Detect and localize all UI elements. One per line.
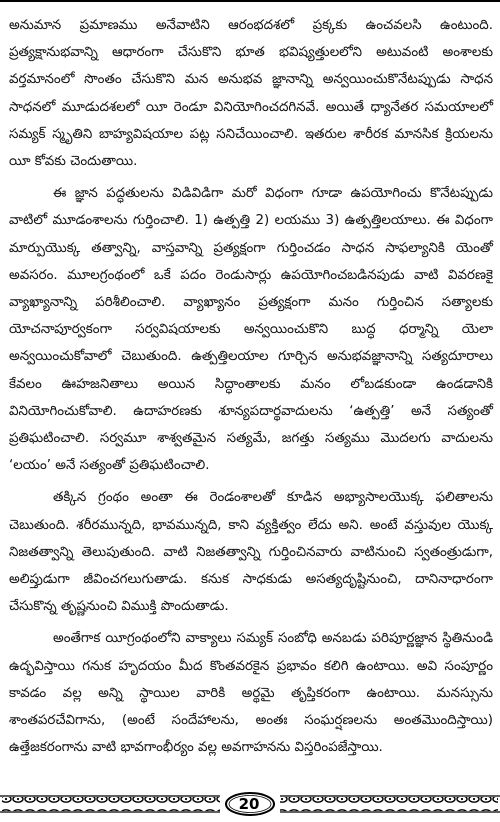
page-number: 20 — [238, 795, 260, 813]
page-footer — [0, 792, 500, 818]
paragraph-4: అంతేగాక యీగ్రంథంలోని వాక్యాలు సమ్యక్ సంబోధి అనబడు పరిపూర్ణజ్ఞాన స్థితినుండి ఉద్భవిస్తాయి గనుక హృదయం మీద కొంతవరకైన ప్రభావం కలిగి ఉంటాయి. అవి సంపూర్ణం కావడం వల్ల అన్ని స్థాయిల వారికి అర్థమై తృప్తికరంగా ఉంటాయి. మనస్సును శాంతపరచేవిగాను, (అంటే సందేహాలను, అంతః సంఘర్షణలను అంతమొందిస్తాయి) ఉత్తేజకరంగాను వాటి భావగాంభీర్యం వల్ల అవగాహనను విస్తరింపజేస్తాయి. — [9, 631, 493, 756]
body-text — [9, 12, 493, 761]
top-rule — [0, 0, 500, 4]
paragraph-1: అనుమాన ప్రమాణము అనేవాటిని ఆరంభదశలో ప్రక్కకు ఉంచవలసి ఉంటుంది. ప్రత్యక్షానుభవాన్ని ఆధారంగా చేసుకొని భూత భవిష్యత్తులలోని అటువంటి అంశాలకు వర్తమానంలో సొంతం చేసుకొని మన అనుభవ జ్ఞానాన్ని అన్వయించుకొనేటప్పుడు సాధన సాధనలో మూడుదశలలో యీ రెండూ వినియోగించదగినవే. అయితే ధ్యానేతర సమయాలలో సమ్యక్ స్మృతిని బాహ్యవిషయాల పట్ల సనిచేయించాలి. ఇతరుల శారీరక మానసిక క్రియలను యీ కోవకు చెందుతాయి. — [9, 18, 493, 170]
paragraph-2: ఈ జ్ఞాన పద్ధతులను విడివిడిగా మరో విధంగా గూడా ఉపయోగించు కొనేటప్పుడు వాటిలో మూడంశాలను గుర్తించాలి. 1) ఉత్పత్తి 2) లయము 3) ఉత్పత్తిలయాలు. ఈ విధంగా మార్పుయొక్క తత్వాన్ని, వాస్తవాన్ని ప్రత్యక్షంగా గుర్తించడం సాధన సాఫల్యానికి యెంతో అవసరం. మూలగ్రంథంలో ఒకే పదం రెండుసార్లు ఉపయోగించబడినపుడు వాటి వివరణకై వ్యాఖ్యానాన్ని పరిశీలించాలి. వ్యాఖ్యానం ప్రత్యక్షంగా మనం గుర్తించిన సత్యాలకు యోచనాపూర్వకంగా సర్వవిషయాలకు అన్వయించుకొని బుద్ధ ధర్మాన్ని యెలా అన్వయించుకోవాలో చెబుతుంది. ఉత్పత్తిలయాల గూర్చిన అనుభవజ్ఞానాన్ని సత్యదూరాలు కేవలం ఊహజనితాలు అయిన సిద్ధాంతాలకు మనం లోబడకుండా ఉండడానికి వినియోగించుకోవాలి. ఉదాహరణకు శూన్యపదార్థవాదులను ‘ఉత్పత్తి’ అనే సత్యంతో ప్రతిఘటించాలి. సర్వమూ శాశ్వతమైన సత్యమే, జగత్తు సత్యము మొదలగు వాదులను ‘లయం’ అనే సత్యంతో ప్రతిఘటించాలి. — [9, 186, 493, 474]
paragraph-3: తక్కిన గ్రంథం అంతా ఈ రెండంశాలతో కూడిన అభ్యాసాలయొక్క ఫలితాలను చెబుతుంది. శరీరమున్నది, భావమున్నది, కాని వ్యక్తిత్వం లేదు అని. అంటే వస్తువుల యొక్క నిజతత్వాన్ని తెలుపుతుంది. వాటి నిజతత్వాన్ని గుర్తించినవారు వాటినుంచి స్వతంత్రుడుగా, అలిప్తుడుగా జీవించగలుగుతాడు. కనుక సాధకుడు అసత్యదృష్టినుంచి, దానినాధారంగా చేసుకొన్న తృష్ణనుంచి విముక్తి పొందుతాడు. — [9, 490, 493, 615]
